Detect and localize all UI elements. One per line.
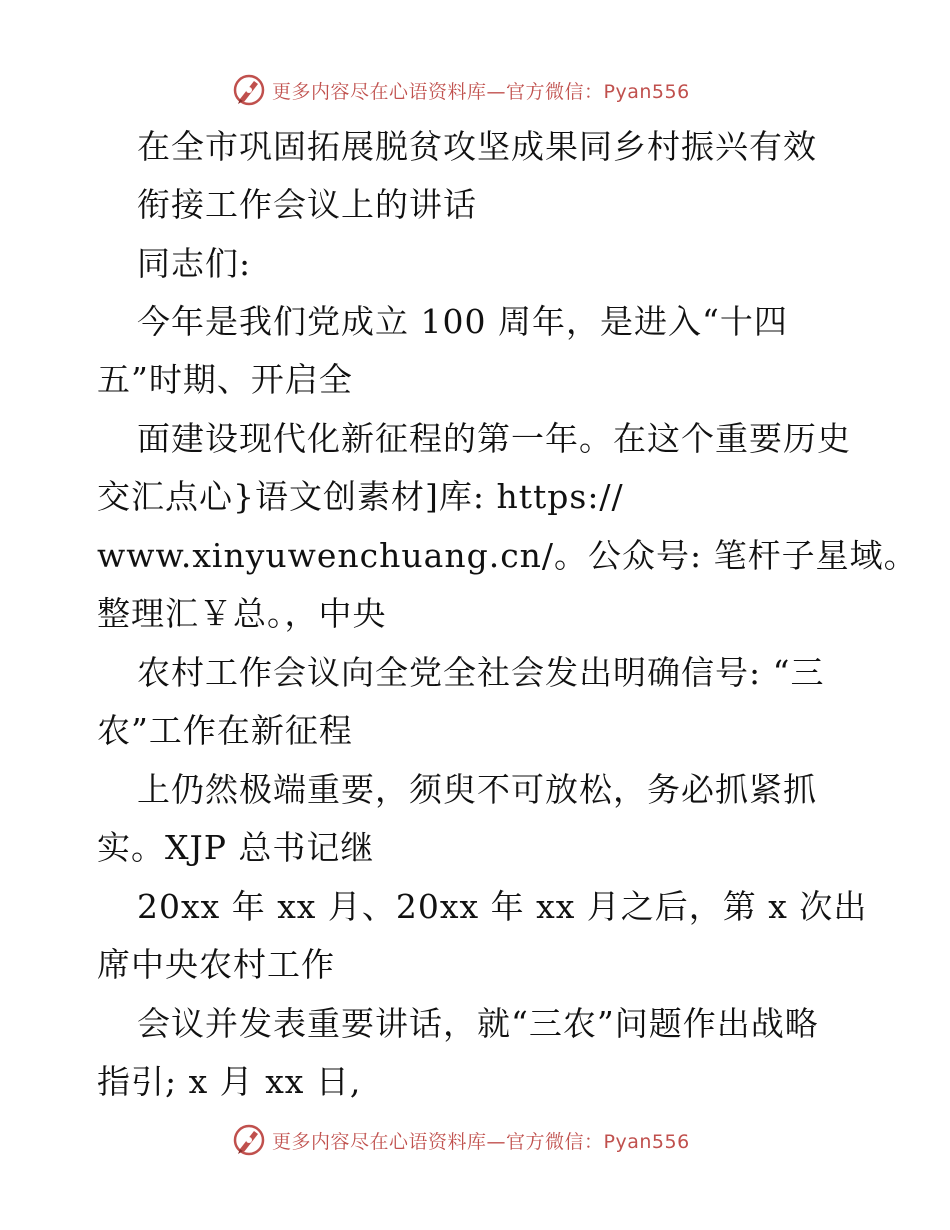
body-line: 席中央农村工作	[97, 945, 335, 984]
body-line: 面建设现代化新征程的第一年。在这个重要历史	[137, 419, 851, 458]
salutation-line: 同志们:	[137, 244, 252, 283]
header-banner-text: 更多内容尽在心语资料库—官方微信：Pyan556	[272, 80, 690, 103]
body-line: 农村工作会议向全党全社会发出明确信号: “三	[137, 653, 825, 692]
body-line: www.xinyuwenchuang.cn/。公众号: 笔杆子星域。	[97, 536, 918, 575]
body-line: 实。XJP 总书记继	[97, 828, 375, 867]
title-line-2: 衔接工作会议上的讲话	[137, 185, 477, 224]
body-line: 今年是我们党成立 100 周年，是进入“十四	[137, 302, 788, 341]
body-line: 指引; x 月 xx 日,	[97, 1062, 362, 1101]
footer-banner-text: 更多内容尽在心语资料库—官方微信：Pyan556	[272, 1130, 690, 1153]
body-line: 五”时期、开启全	[97, 360, 353, 399]
title-line-1: 在全市巩固拓展脱贫攻坚成果同乡村振兴有效	[137, 127, 817, 166]
body-line: 农”工作在新征程	[97, 711, 353, 750]
pen-logo-icon	[232, 1123, 266, 1157]
body-line: 整理汇￥总。，中央	[97, 594, 387, 633]
body-line: 上仍然极端重要，须臾不可放松，务必抓紧抓	[137, 770, 817, 809]
body-line: 会议并发表重要讲话，就“三农”问题作出战略	[137, 1004, 819, 1043]
body-line: 交汇点心}语文创素材]库: https://	[97, 477, 624, 516]
body-line: 20xx 年 xx 月、20xx 年 xx 月之后，第 x 次出	[137, 887, 868, 926]
footer-watermark-banner	[0, 1120, 950, 1160]
